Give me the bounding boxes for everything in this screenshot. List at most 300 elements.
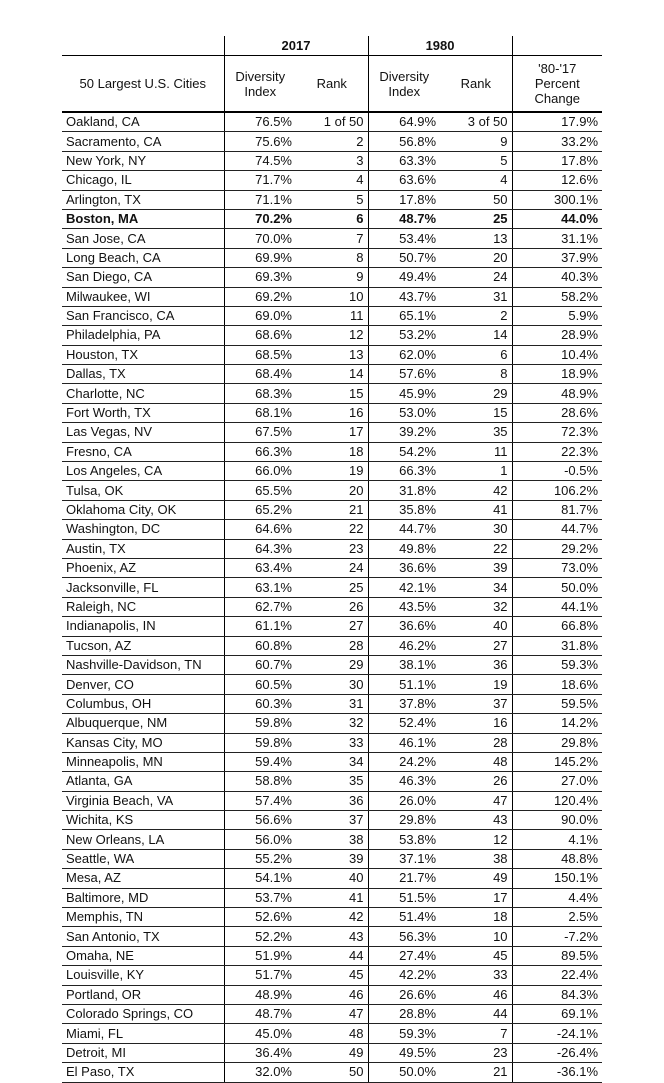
cell-rank-2017: 21 <box>296 500 368 519</box>
cell-city: Oklahoma City, OK <box>62 500 224 519</box>
cell-percent-change: 12.6% <box>512 171 602 190</box>
table-row <box>62 423 602 442</box>
cell-diversity-2017: 53.7% <box>224 888 296 907</box>
cell-city: San Jose, CA <box>62 229 224 248</box>
cell-rank-2017: 38 <box>296 830 368 849</box>
table-row <box>62 869 602 888</box>
cell-diversity-1980: 56.3% <box>368 927 440 946</box>
cell-diversity-1980: 63.6% <box>368 171 440 190</box>
cell-rank-1980: 19 <box>440 675 512 694</box>
cell-rank-1980: 33 <box>440 966 512 985</box>
cell-city: Louisville, KY <box>62 966 224 985</box>
cell-diversity-1980: 24.2% <box>368 752 440 771</box>
cell-percent-change: -0.5% <box>512 462 602 481</box>
cell-city: Las Vegas, NV <box>62 423 224 442</box>
table-row <box>62 306 602 325</box>
cell-diversity-1980: 63.3% <box>368 151 440 170</box>
cell-city: Phoenix, AZ <box>62 558 224 577</box>
table-row <box>62 171 602 190</box>
cell-percent-change: 69.1% <box>512 1004 602 1023</box>
cell-diversity-1980: 26.0% <box>368 791 440 810</box>
cell-city: Nashville-Davidson, TN <box>62 655 224 674</box>
cell-diversity-1980: 66.3% <box>368 462 440 481</box>
cell-diversity-2017: 65.2% <box>224 500 296 519</box>
table-row <box>62 733 602 752</box>
table-row <box>62 384 602 403</box>
cell-diversity-2017: 64.6% <box>224 520 296 539</box>
cell-rank-2017: 29 <box>296 655 368 674</box>
cell-diversity-1980: 37.8% <box>368 694 440 713</box>
cell-diversity-2017: 69.9% <box>224 248 296 267</box>
cell-rank-1980: 46 <box>440 985 512 1004</box>
cell-rank-1980: 30 <box>440 520 512 539</box>
cell-percent-change: 50.0% <box>512 578 602 597</box>
table-row <box>62 345 602 364</box>
cell-diversity-1980: 42.2% <box>368 966 440 985</box>
cell-diversity-1980: 49.5% <box>368 1043 440 1062</box>
cell-percent-change: 59.3% <box>512 655 602 674</box>
cell-rank-1980: 44 <box>440 1004 512 1023</box>
cell-city: Oakland, CA <box>62 112 224 132</box>
cell-diversity-1980: 56.8% <box>368 132 440 151</box>
cell-city: Columbus, OH <box>62 694 224 713</box>
cell-diversity-1980: 51.1% <box>368 675 440 694</box>
cell-rank-1980: 8 <box>440 365 512 384</box>
cell-percent-change: 28.6% <box>512 403 602 422</box>
cell-city: Mesa, AZ <box>62 869 224 888</box>
cell-city: Raleigh, NC <box>62 597 224 616</box>
table-row <box>62 888 602 907</box>
cell-rank-1980: 26 <box>440 772 512 791</box>
cell-rank-2017: 6 <box>296 209 368 228</box>
table-row <box>62 1063 602 1082</box>
cell-rank-1980: 38 <box>440 849 512 868</box>
cell-city: Long Beach, CA <box>62 248 224 267</box>
cell-city: San Diego, CA <box>62 268 224 287</box>
cell-city: Houston, TX <box>62 345 224 364</box>
cell-diversity-2017: 76.5% <box>224 112 296 132</box>
cell-rank-2017: 16 <box>296 403 368 422</box>
cell-diversity-2017: 59.4% <box>224 752 296 771</box>
cell-rank-1980: 28 <box>440 733 512 752</box>
cell-diversity-2017: 68.4% <box>224 365 296 384</box>
cell-rank-2017: 1 of 50 <box>296 112 368 132</box>
cell-diversity-2017: 69.2% <box>224 287 296 306</box>
cell-city: Washington, DC <box>62 520 224 539</box>
table-row <box>62 365 602 384</box>
cell-city: Omaha, NE <box>62 946 224 965</box>
cell-diversity-2017: 58.8% <box>224 772 296 791</box>
cell-percent-change: 4.4% <box>512 888 602 907</box>
cell-diversity-1980: 46.1% <box>368 733 440 752</box>
diversity-index-table <box>62 36 602 1083</box>
cell-city: El Paso, TX <box>62 1063 224 1082</box>
cell-city: Austin, TX <box>62 539 224 558</box>
cell-percent-change: 18.9% <box>512 365 602 384</box>
cell-percent-change: 145.2% <box>512 752 602 771</box>
cell-rank-2017: 7 <box>296 229 368 248</box>
column-header-percent-change: '80-'17 Percent Change <box>512 56 602 113</box>
table-row <box>62 1004 602 1023</box>
cell-rank-1980: 21 <box>440 1063 512 1082</box>
cell-rank-1980: 14 <box>440 326 512 345</box>
cell-percent-change: 48.9% <box>512 384 602 403</box>
cell-percent-change: 150.1% <box>512 869 602 888</box>
cell-diversity-2017: 66.3% <box>224 442 296 461</box>
cell-percent-change: 59.5% <box>512 694 602 713</box>
cell-rank-2017: 2 <box>296 132 368 151</box>
cell-diversity-1980: 52.4% <box>368 714 440 733</box>
column-header-diversity-1980: Diversity Index <box>368 56 440 113</box>
cell-city: Memphis, TN <box>62 908 224 927</box>
cell-diversity-1980: 38.1% <box>368 655 440 674</box>
cell-rank-1980: 1 <box>440 462 512 481</box>
cell-rank-1980: 9 <box>440 132 512 151</box>
cell-diversity-1980: 53.0% <box>368 403 440 422</box>
cell-rank-2017: 49 <box>296 1043 368 1062</box>
cell-diversity-2017: 54.1% <box>224 869 296 888</box>
cell-rank-2017: 19 <box>296 462 368 481</box>
cell-diversity-1980: 45.9% <box>368 384 440 403</box>
cell-city: Arlington, TX <box>62 190 224 209</box>
cell-diversity-2017: 60.8% <box>224 636 296 655</box>
cell-rank-2017: 43 <box>296 927 368 946</box>
cell-percent-change: -36.1% <box>512 1063 602 1082</box>
table-row <box>62 908 602 927</box>
cell-city: Los Angeles, CA <box>62 462 224 481</box>
cell-rank-1980: 24 <box>440 268 512 287</box>
cell-diversity-1980: 59.3% <box>368 1024 440 1043</box>
cell-diversity-2017: 62.7% <box>224 597 296 616</box>
cell-city: Boston, MA <box>62 209 224 228</box>
cell-percent-change: 4.1% <box>512 830 602 849</box>
cell-rank-1980: 16 <box>440 714 512 733</box>
cell-city: Sacramento, CA <box>62 132 224 151</box>
cell-rank-1980: 40 <box>440 617 512 636</box>
cell-rank-2017: 26 <box>296 597 368 616</box>
cell-city: Charlotte, NC <box>62 384 224 403</box>
cell-diversity-1980: 57.6% <box>368 365 440 384</box>
cell-rank-2017: 20 <box>296 481 368 500</box>
cell-diversity-2017: 55.2% <box>224 849 296 868</box>
cell-rank-2017: 9 <box>296 268 368 287</box>
cell-diversity-1980: 53.4% <box>368 229 440 248</box>
cell-diversity-1980: 50.0% <box>368 1063 440 1082</box>
cell-diversity-2017: 60.3% <box>224 694 296 713</box>
cell-city: Baltimore, MD <box>62 888 224 907</box>
table-row <box>62 229 602 248</box>
cell-diversity-2017: 52.6% <box>224 908 296 927</box>
table-row <box>62 927 602 946</box>
cell-percent-change: 22.4% <box>512 966 602 985</box>
cell-rank-2017: 25 <box>296 578 368 597</box>
cell-rank-1980: 7 <box>440 1024 512 1043</box>
cell-rank-2017: 17 <box>296 423 368 442</box>
cell-rank-2017: 22 <box>296 520 368 539</box>
cell-percent-change: 90.0% <box>512 811 602 830</box>
table-row <box>62 675 602 694</box>
cell-city: Tucson, AZ <box>62 636 224 655</box>
cell-city: Indianapolis, IN <box>62 617 224 636</box>
cell-diversity-1980: 64.9% <box>368 112 440 132</box>
cell-rank-2017: 31 <box>296 694 368 713</box>
cell-rank-2017: 8 <box>296 248 368 267</box>
cell-percent-change: 73.0% <box>512 558 602 577</box>
cell-percent-change: 66.8% <box>512 617 602 636</box>
cell-percent-change: 31.8% <box>512 636 602 655</box>
cell-percent-change: 29.8% <box>512 733 602 752</box>
cell-diversity-2017: 68.3% <box>224 384 296 403</box>
cell-rank-1980: 11 <box>440 442 512 461</box>
cell-diversity-2017: 68.1% <box>224 403 296 422</box>
cell-rank-1980: 50 <box>440 190 512 209</box>
cell-diversity-2017: 67.5% <box>224 423 296 442</box>
cell-diversity-1980: 65.1% <box>368 306 440 325</box>
cell-percent-change: 2.5% <box>512 908 602 927</box>
cell-percent-change: 120.4% <box>512 791 602 810</box>
cell-diversity-1980: 31.8% <box>368 481 440 500</box>
cell-diversity-2017: 66.0% <box>224 462 296 481</box>
table-row <box>62 849 602 868</box>
cell-percent-change: 31.1% <box>512 229 602 248</box>
cell-city: Kansas City, MO <box>62 733 224 752</box>
cell-city: San Antonio, TX <box>62 927 224 946</box>
cell-percent-change: 5.9% <box>512 306 602 325</box>
cell-city: New York, NY <box>62 151 224 170</box>
cell-city: San Francisco, CA <box>62 306 224 325</box>
cell-rank-1980: 37 <box>440 694 512 713</box>
cell-rank-1980: 23 <box>440 1043 512 1062</box>
cell-diversity-1980: 17.8% <box>368 190 440 209</box>
table-row <box>62 985 602 1004</box>
cell-rank-2017: 42 <box>296 908 368 927</box>
table-row <box>62 694 602 713</box>
cell-city: Atlanta, GA <box>62 772 224 791</box>
cell-rank-2017: 27 <box>296 617 368 636</box>
cell-percent-change: 40.3% <box>512 268 602 287</box>
table-row <box>62 636 602 655</box>
table-row <box>62 617 602 636</box>
cell-rank-1980: 42 <box>440 481 512 500</box>
cell-rank-2017: 46 <box>296 985 368 1004</box>
cell-rank-1980: 47 <box>440 791 512 810</box>
table-row <box>62 248 602 267</box>
cell-rank-1980: 10 <box>440 927 512 946</box>
cell-rank-2017: 3 <box>296 151 368 170</box>
cell-rank-1980: 32 <box>440 597 512 616</box>
table-row <box>62 830 602 849</box>
cell-rank-2017: 28 <box>296 636 368 655</box>
year-header-blank <box>62 36 224 56</box>
cell-diversity-1980: 28.8% <box>368 1004 440 1023</box>
cell-diversity-2017: 59.8% <box>224 733 296 752</box>
table-row <box>62 151 602 170</box>
cell-rank-2017: 47 <box>296 1004 368 1023</box>
cell-rank-2017: 4 <box>296 171 368 190</box>
cell-diversity-1980: 42.1% <box>368 578 440 597</box>
cell-percent-change: 44.1% <box>512 597 602 616</box>
year-header-blank-change <box>512 36 602 56</box>
cell-diversity-1980: 51.4% <box>368 908 440 927</box>
cell-diversity-2017: 65.5% <box>224 481 296 500</box>
cell-rank-2017: 18 <box>296 442 368 461</box>
table-row <box>62 578 602 597</box>
cell-rank-1980: 31 <box>440 287 512 306</box>
cell-percent-change: 37.9% <box>512 248 602 267</box>
table-row <box>62 481 602 500</box>
cell-diversity-1980: 35.8% <box>368 500 440 519</box>
cell-city: Chicago, IL <box>62 171 224 190</box>
year-header-row <box>62 36 602 56</box>
cell-city: Jacksonville, FL <box>62 578 224 597</box>
table-row <box>62 403 602 422</box>
cell-diversity-1980: 62.0% <box>368 345 440 364</box>
cell-percent-change: 28.9% <box>512 326 602 345</box>
cell-percent-change: -26.4% <box>512 1043 602 1062</box>
cell-diversity-2017: 70.2% <box>224 209 296 228</box>
table-row <box>62 655 602 674</box>
cell-rank-2017: 23 <box>296 539 368 558</box>
cell-diversity-2017: 52.2% <box>224 927 296 946</box>
cell-diversity-2017: 75.6% <box>224 132 296 151</box>
table-row <box>62 558 602 577</box>
cell-percent-change: 58.2% <box>512 287 602 306</box>
table-row <box>62 539 602 558</box>
table-row <box>62 326 602 345</box>
cell-rank-2017: 10 <box>296 287 368 306</box>
cell-rank-1980: 35 <box>440 423 512 442</box>
table-row <box>62 287 602 306</box>
cell-diversity-2017: 61.1% <box>224 617 296 636</box>
cell-rank-1980: 20 <box>440 248 512 267</box>
cell-rank-1980: 5 <box>440 151 512 170</box>
cell-percent-change: 48.8% <box>512 849 602 868</box>
cell-rank-1980: 13 <box>440 229 512 248</box>
cell-diversity-1980: 49.8% <box>368 539 440 558</box>
cell-diversity-1980: 49.4% <box>368 268 440 287</box>
cell-diversity-1980: 39.2% <box>368 423 440 442</box>
cell-rank-1980: 41 <box>440 500 512 519</box>
cell-city: Fresno, CA <box>62 442 224 461</box>
cell-diversity-2017: 45.0% <box>224 1024 296 1043</box>
cell-rank-1980: 12 <box>440 830 512 849</box>
cell-percent-change: 14.2% <box>512 714 602 733</box>
cell-diversity-1980: 36.6% <box>368 558 440 577</box>
cell-diversity-1980: 26.6% <box>368 985 440 1004</box>
cell-percent-change: 18.6% <box>512 675 602 694</box>
cell-city: Dallas, TX <box>62 365 224 384</box>
cell-city: Portland, OR <box>62 985 224 1004</box>
column-header-rank-1980: Rank <box>440 56 512 113</box>
cell-rank-2017: 14 <box>296 365 368 384</box>
table-row <box>62 752 602 771</box>
cell-city: Wichita, KS <box>62 811 224 830</box>
table-row <box>62 772 602 791</box>
cell-diversity-2017: 64.3% <box>224 539 296 558</box>
table-row <box>62 1043 602 1062</box>
diversity-table-container <box>62 36 602 1083</box>
cell-diversity-2017: 48.7% <box>224 1004 296 1023</box>
cell-diversity-2017: 60.7% <box>224 655 296 674</box>
cell-rank-1980: 2 <box>440 306 512 325</box>
cell-diversity-2017: 36.4% <box>224 1043 296 1062</box>
cell-rank-2017: 30 <box>296 675 368 694</box>
cell-rank-1980: 15 <box>440 403 512 422</box>
cell-city: Colorado Springs, CO <box>62 1004 224 1023</box>
cell-diversity-2017: 70.0% <box>224 229 296 248</box>
cell-diversity-2017: 56.6% <box>224 811 296 830</box>
cell-rank-2017: 40 <box>296 869 368 888</box>
cell-rank-1980: 4 <box>440 171 512 190</box>
cell-percent-change: 84.3% <box>512 985 602 1004</box>
cell-diversity-2017: 71.7% <box>224 171 296 190</box>
cell-percent-change: 44.7% <box>512 520 602 539</box>
cell-diversity-1980: 46.3% <box>368 772 440 791</box>
cell-diversity-1980: 43.7% <box>368 287 440 306</box>
cell-city: Tulsa, OK <box>62 481 224 500</box>
cell-rank-1980: 48 <box>440 752 512 771</box>
cell-rank-1980: 6 <box>440 345 512 364</box>
cell-diversity-1980: 36.6% <box>368 617 440 636</box>
cell-rank-1980: 49 <box>440 869 512 888</box>
cell-diversity-2017: 69.3% <box>224 268 296 287</box>
table-row <box>62 597 602 616</box>
cell-rank-1980: 45 <box>440 946 512 965</box>
cell-rank-2017: 48 <box>296 1024 368 1043</box>
cell-percent-change: 89.5% <box>512 946 602 965</box>
cell-diversity-2017: 63.1% <box>224 578 296 597</box>
cell-rank-1980: 34 <box>440 578 512 597</box>
cell-rank-1980: 39 <box>440 558 512 577</box>
cell-percent-change: -7.2% <box>512 927 602 946</box>
cell-rank-2017: 11 <box>296 306 368 325</box>
cell-rank-2017: 41 <box>296 888 368 907</box>
cell-city: Philadelphia, PA <box>62 326 224 345</box>
cell-rank-1980: 29 <box>440 384 512 403</box>
cell-rank-1980: 3 of 50 <box>440 112 512 132</box>
cell-diversity-1980: 48.7% <box>368 209 440 228</box>
cell-diversity-1980: 51.5% <box>368 888 440 907</box>
cell-diversity-1980: 53.8% <box>368 830 440 849</box>
cell-percent-change: 33.2% <box>512 132 602 151</box>
cell-diversity-2017: 63.4% <box>224 558 296 577</box>
cell-diversity-1980: 37.1% <box>368 849 440 868</box>
table-row <box>62 946 602 965</box>
cell-rank-1980: 22 <box>440 539 512 558</box>
table-row <box>62 520 602 539</box>
column-header-row <box>62 56 602 113</box>
cell-rank-2017: 33 <box>296 733 368 752</box>
cell-rank-2017: 36 <box>296 791 368 810</box>
cell-diversity-2017: 68.5% <box>224 345 296 364</box>
table-row <box>62 714 602 733</box>
table-row <box>62 1024 602 1043</box>
cell-city: Albuquerque, NM <box>62 714 224 733</box>
cell-percent-change: 81.7% <box>512 500 602 519</box>
cell-diversity-2017: 74.5% <box>224 151 296 170</box>
year-header-2017: 2017 <box>224 36 368 56</box>
cell-diversity-2017: 69.0% <box>224 306 296 325</box>
cell-rank-2017: 32 <box>296 714 368 733</box>
cell-diversity-1980: 54.2% <box>368 442 440 461</box>
cell-percent-change: 72.3% <box>512 423 602 442</box>
cell-rank-2017: 45 <box>296 966 368 985</box>
cell-diversity-1980: 46.2% <box>368 636 440 655</box>
cell-percent-change: 27.0% <box>512 772 602 791</box>
cell-rank-2017: 39 <box>296 849 368 868</box>
cell-diversity-2017: 48.9% <box>224 985 296 1004</box>
cell-diversity-2017: 51.9% <box>224 946 296 965</box>
